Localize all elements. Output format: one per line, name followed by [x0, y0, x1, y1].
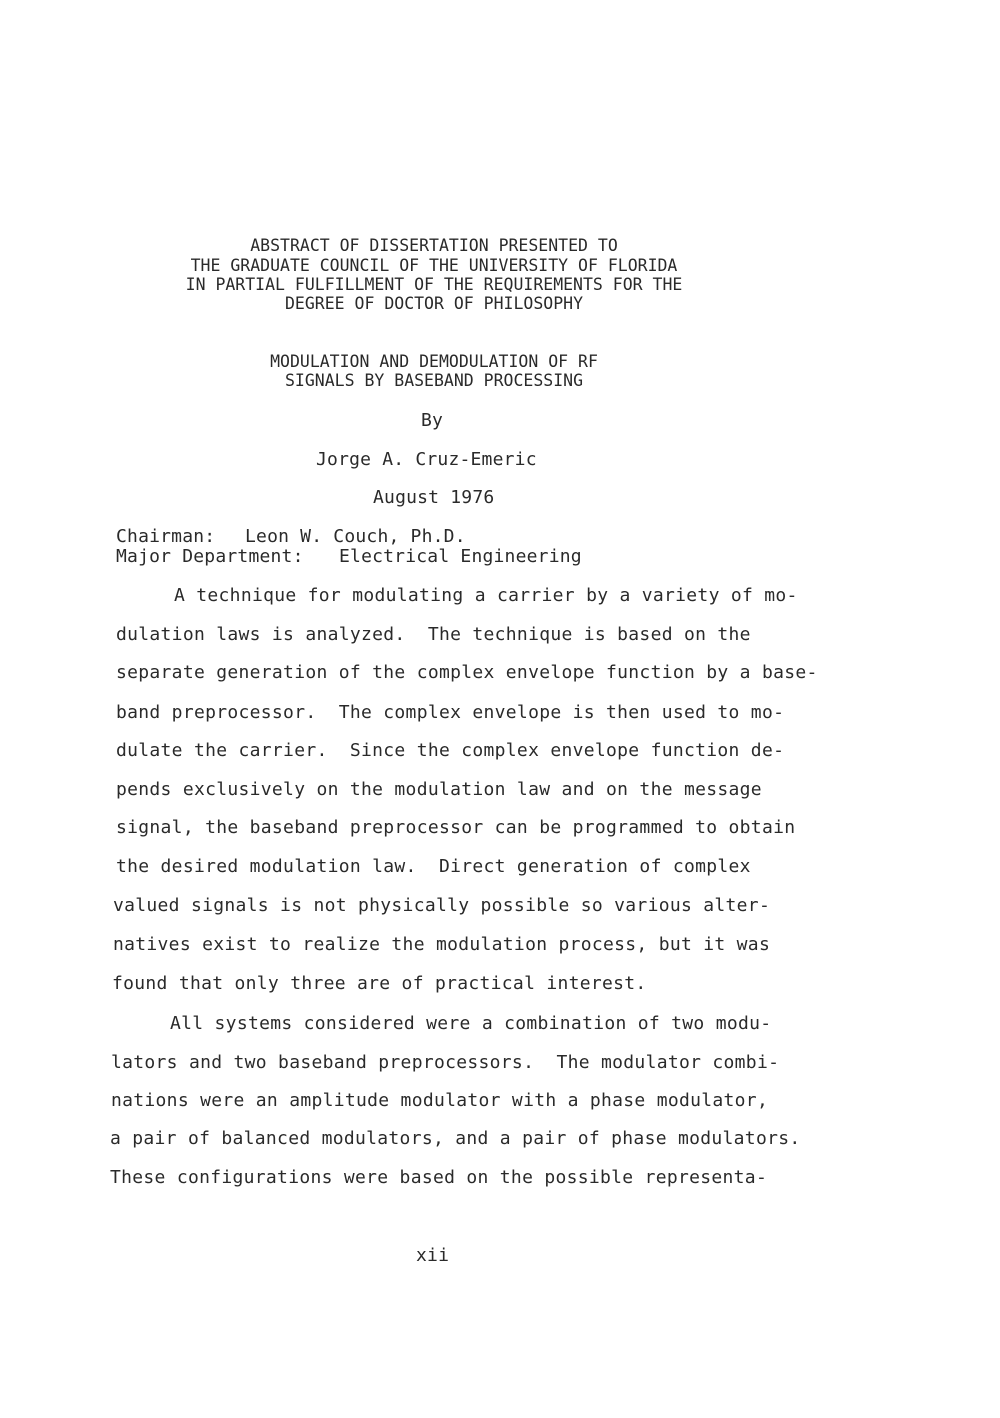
paragraph-line: the desired modulation law. Direct generation of complex	[116, 856, 751, 877]
department-name: Electrical Engineering	[339, 546, 582, 567]
title-line: SIGNALS BY BASEBAND PROCESSING	[284, 371, 583, 390]
paragraph-line: found that only three are of practical interest.	[112, 973, 647, 994]
paragraph-line: valued signals is not physically possible so various alter-	[113, 895, 771, 916]
abstract-header-line: THE GRADUATE COUNCIL OF THE UNIVERSITY OF FLORIDA	[190, 256, 678, 275]
chairman-name: Leon W. Couch, Ph.D.	[245, 526, 466, 547]
title-line: MODULATION AND DEMODULATION OF RF	[270, 352, 598, 371]
chairman-label: Chairman:	[116, 526, 216, 547]
abstract-header-line: ABSTRACT OF DISSERTATION PRESENTED TO	[250, 236, 618, 255]
author-name: Jorge A. Cruz-Emeric	[316, 449, 537, 470]
department-label: Major Department:	[116, 546, 304, 567]
paragraph-line: separate generation of the complex envelope function by a base-	[116, 662, 818, 683]
paragraph-line: dulate the carrier. Since the complex envelope function de-	[116, 740, 785, 761]
paragraph-line: nations were an amplitude modulator with a phase modulator,	[111, 1090, 769, 1111]
abstract-header-line: IN PARTIAL FULFILLMENT OF THE REQUIREMENTS FOR THE	[185, 275, 683, 294]
date: August 1976	[373, 487, 495, 508]
paragraph-line: band preprocessor. The complex envelope is then used to mo-	[116, 702, 785, 723]
paragraph-line: natives exist to realize the modulation process, but it was	[113, 934, 771, 955]
paragraph-line: A technique for modulating a carrier by a variety of mo-	[174, 585, 798, 606]
paragraph-line: dulation laws is analyzed. The technique is based on the	[116, 624, 751, 645]
paragraph-line: All systems considered were a combination of two modu-	[170, 1013, 772, 1034]
paragraph-line: a pair of balanced modulators, and a pair of phase modulators.	[110, 1128, 801, 1149]
paragraph-line: pends exclusively on the modulation law and on the message	[116, 779, 762, 800]
by-label: By	[421, 410, 444, 431]
page-number: xii	[416, 1245, 450, 1266]
paragraph-line: These configurations were based on the possible representa-	[110, 1167, 768, 1188]
paragraph-line: lators and two baseband preprocessors. The modulator combi-	[111, 1052, 780, 1073]
abstract-header-line: DEGREE OF DOCTOR OF PHILOSOPHY	[284, 294, 583, 313]
paragraph-line: signal, the baseband preprocessor can be programmed to obtain	[116, 817, 796, 838]
